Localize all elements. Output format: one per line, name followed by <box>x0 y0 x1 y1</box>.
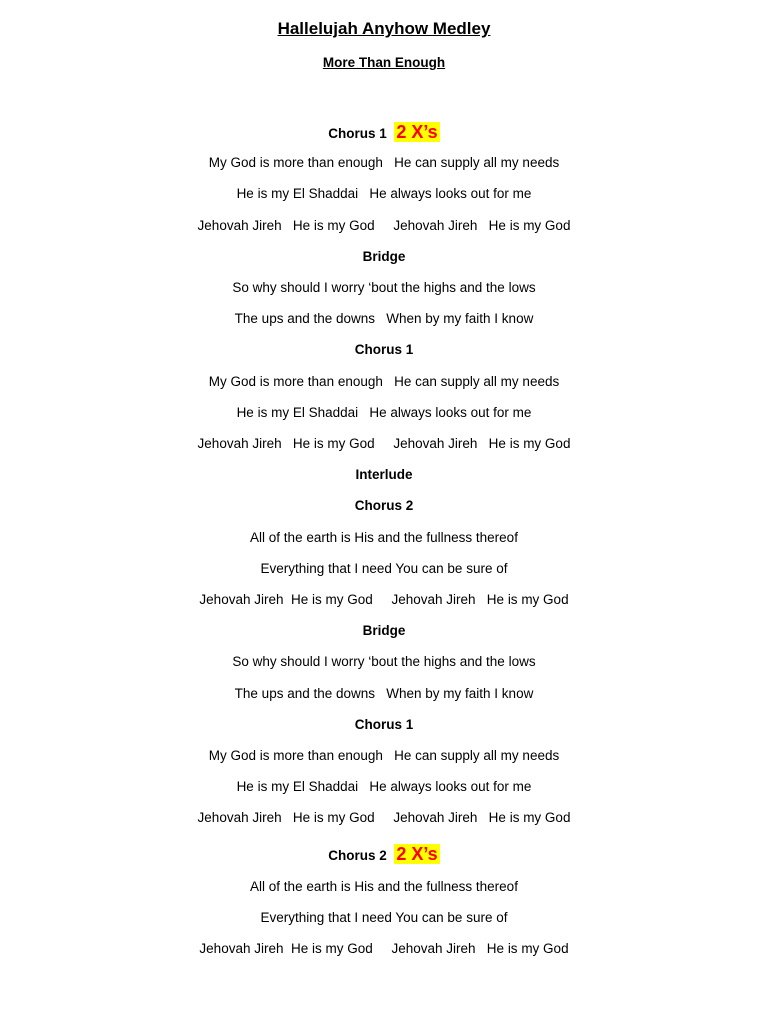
lyric-text: Jehovah Jireh He is my God Jehovah Jireh He is my God <box>197 436 571 451</box>
lyric-line <box>0 560 768 578</box>
lyric-line <box>0 747 768 765</box>
lyric-line <box>0 404 768 422</box>
section-heading <box>0 622 768 640</box>
lyric-text: He is my El Shaddai He always looks out for me <box>236 405 532 420</box>
lyric-line <box>0 310 768 328</box>
lyric-line <box>0 217 768 235</box>
lyric-line <box>0 909 768 927</box>
lyric-line <box>0 373 768 391</box>
section-heading-label: Bridge <box>362 623 406 638</box>
lyric-text: All of the earth is His and the fullness thereof <box>250 879 518 894</box>
lyric-text: My God is more than enough He can supply all my needs <box>208 374 560 389</box>
section-heading-label: Chorus 1 <box>354 342 414 357</box>
section-heading-label: Interlude <box>355 467 413 482</box>
lyric-line <box>0 809 768 827</box>
lyric-text: The ups and the downs When by my faith I know <box>234 311 534 326</box>
lyric-line <box>0 529 768 547</box>
repeat-tag: 2 X’s <box>396 844 438 864</box>
lyric-line <box>0 185 768 203</box>
lyric-text: He is my El Shaddai He always looks out for me <box>236 186 532 201</box>
lyric-line <box>0 154 768 172</box>
lyric-line <box>0 653 768 671</box>
section-heading-label: Bridge <box>362 249 406 264</box>
lyric-text: The ups and the downs When by my faith I know <box>234 686 534 701</box>
repeat-tag: 2 X’s <box>396 122 438 142</box>
lyric-text: Jehovah Jireh He is my God Jehovah Jireh He is my God <box>197 218 571 233</box>
lyric-text: Everything that I need You can be sure of <box>260 910 508 925</box>
lyric-text: He is my El Shaddai He always looks out for me <box>236 779 532 794</box>
lyric-text: Everything that I need You can be sure of <box>260 561 508 576</box>
lyric-text: Jehovah Jireh He is my God Jehovah Jireh He is my God <box>197 810 571 825</box>
section-heading <box>0 248 768 266</box>
lyric-line <box>0 878 768 896</box>
lyric-text: My God is more than enough He can supply all my needs <box>208 748 560 763</box>
lyric-line <box>0 685 768 703</box>
section-heading <box>0 123 768 143</box>
page-title: Hallelujah Anyhow Medley <box>277 19 491 38</box>
lyric-line <box>0 435 768 453</box>
lyric-line <box>0 778 768 796</box>
section-heading-label: Chorus 1 <box>328 126 387 141</box>
section-heading <box>0 497 768 515</box>
section-heading-label: Chorus 2 <box>354 498 414 513</box>
section-heading <box>0 341 768 359</box>
lyric-text: My God is more than enough He can supply all my needs <box>208 155 560 170</box>
section-heading-label: Chorus 1 <box>354 717 414 732</box>
lyric-line <box>0 940 768 958</box>
lyric-text: So why should I worry ‘bout the highs and the lows <box>232 654 536 669</box>
section-heading-label: Chorus 2 <box>328 848 387 863</box>
lyric-text: All of the earth is His and the fullness thereof <box>250 530 518 545</box>
page-subtitle: More Than Enough <box>322 55 446 70</box>
lyric-text: Jehovah Jireh He is my God Jehovah Jireh He is my God <box>199 941 569 956</box>
lyric-line <box>0 591 768 609</box>
section-heading <box>0 466 768 484</box>
section-heading <box>0 845 768 865</box>
lyric-text: So why should I worry ‘bout the highs and the lows <box>232 280 536 295</box>
lyric-text: Jehovah Jireh He is my God Jehovah Jireh He is my God <box>199 592 569 607</box>
section-heading <box>0 716 768 734</box>
lyric-line <box>0 279 768 297</box>
